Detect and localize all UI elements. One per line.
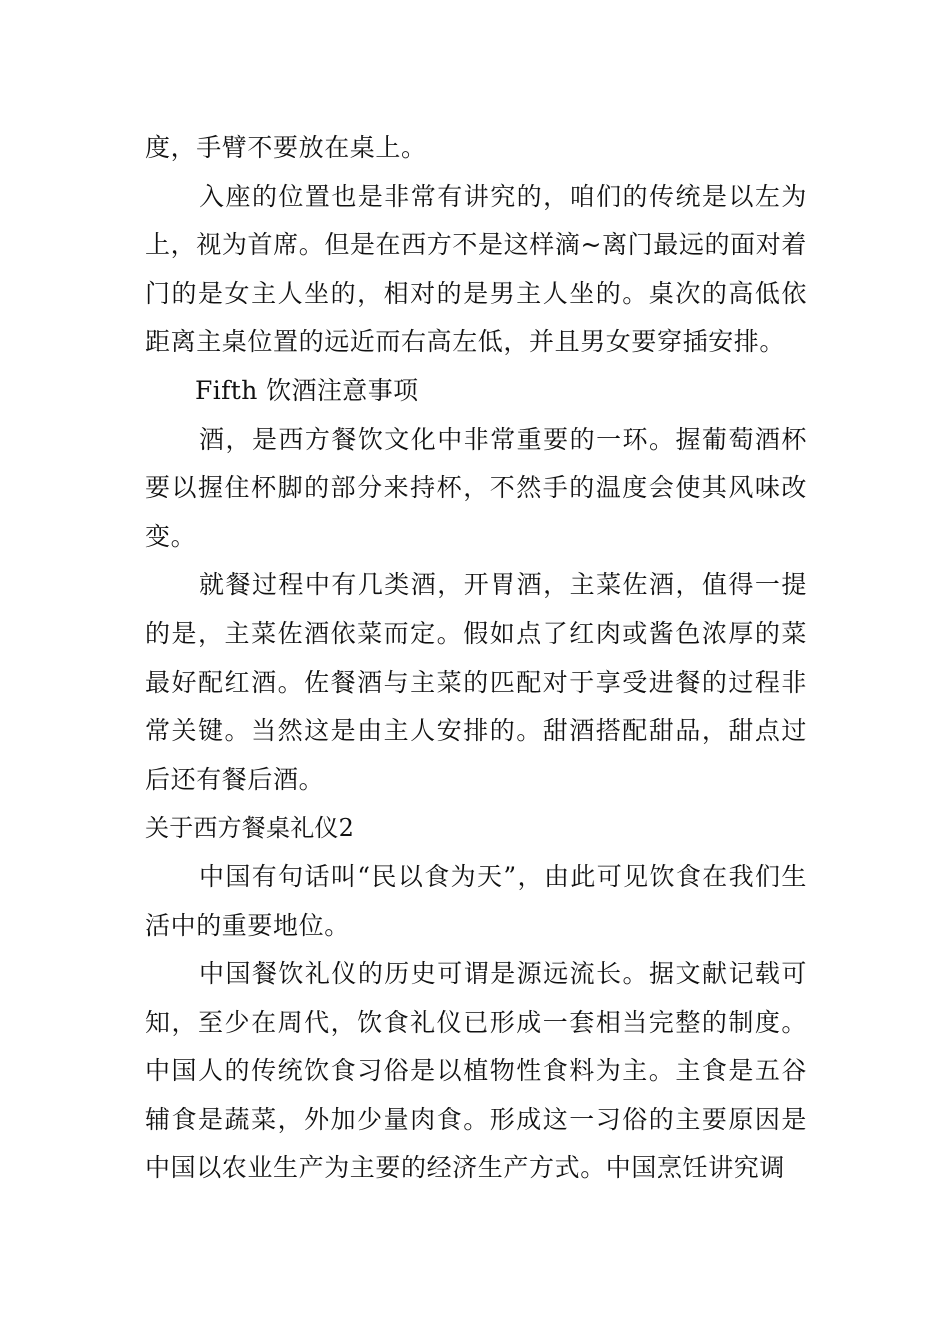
- document-body: [145, 124, 807, 1193]
- paragraph-wine-glass: 酒，是西方餐饮文化中非常重要的一环。握葡萄酒杯要以握住杯脚的部分来持杯，不然手的温度会使其风味改变。: [145, 424, 807, 551]
- paragraph-wine-types: 就餐过程中有几类酒，开胃酒，主菜佐酒，值得一提的是，主菜佐酒依菜而定。假如点了红肉或酱色浓厚的菜最好配红酒。佐餐酒与主菜的匹配对于享受进餐的过程非常关键。当然这是由主人安排的。甜酒搭配甜品，甜点过后还有餐后酒。: [145, 570, 807, 794]
- paragraph-chinese-etiquette: 中国餐饮礼仪的历史可谓是源远流长。据文献记载可知，至少在周代，饮食礼仪已形成一套相当完整的制度。中国人的传统饮食习俗是以植物性食料为主。主食是五谷辅食是蔬菜，外加少量肉食。形成这一习俗的主要原因是中国以农业生产为主要的经济生产方式。中国烹饪讲究调: [145, 959, 807, 1183]
- section-subheading: Fifth 饮酒注意事项: [195, 375, 419, 405]
- paragraph-continuation: 度，手臂不要放在桌上。: [145, 133, 427, 162]
- section-heading: 关于西方餐桌礼仪2: [145, 814, 355, 843]
- paragraph-food-importance: 中国有句话叫“民以食为天”，由此可见饮食在我们生活中的重要地位。: [145, 861, 807, 940]
- paragraph-seating: 入座的位置也是非常有讲究的，咱们的传统是以左为上，视为首席。但是在西方不是这样滴~离门最远的面对着门的是女主人坐的，相对的是男主人坐的。桌次的高低依距离主桌位置的远近而右高左低，并且男女要穿插安排。: [145, 181, 807, 357]
